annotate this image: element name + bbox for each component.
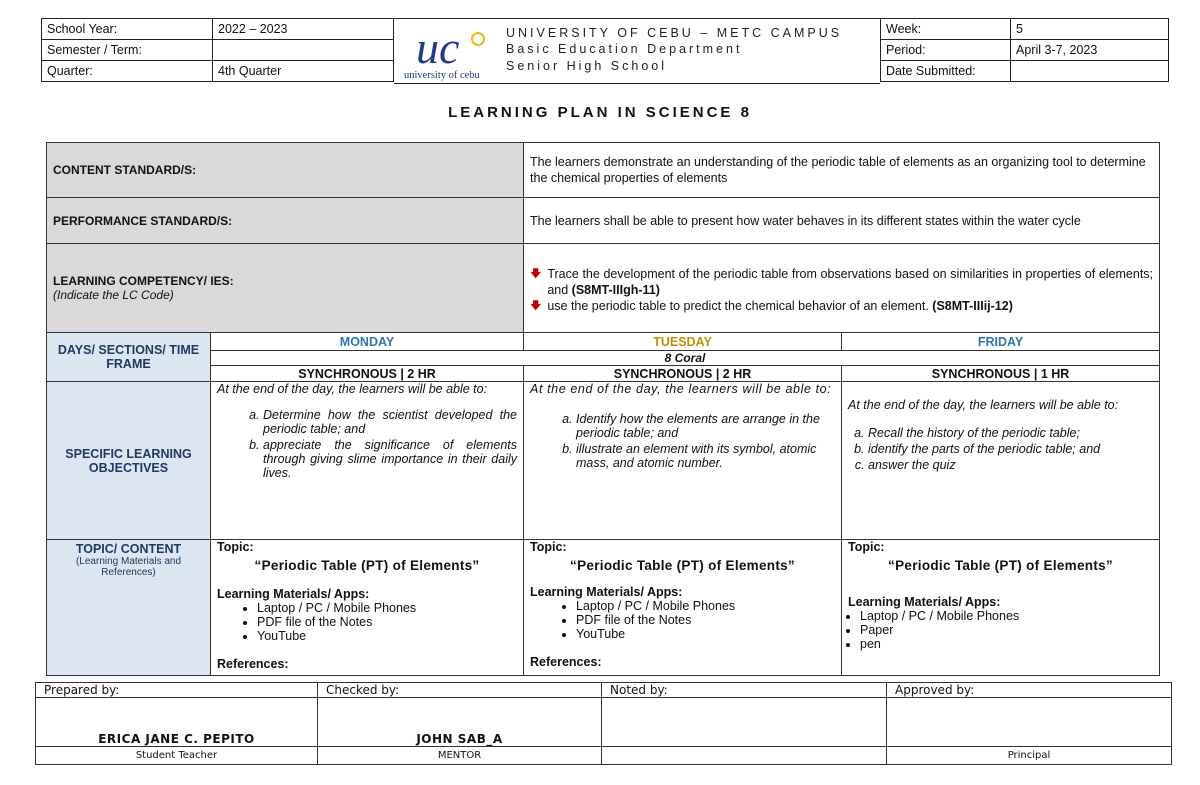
competency-text: use the periodic table to predict the chemical behavior of an element. (547, 299, 929, 313)
content-standard-value: The learners demonstrate an understanding of the periodic table of elements as an organizing tool to determine the chemical properties of elements (524, 143, 1160, 198)
material-item: • PDF file of the Notes (576, 613, 835, 627)
sync-tuesday: SYNCHRONOUS | 2 HR (524, 366, 842, 382)
school-year-value: 2022 – 2023 (213, 19, 394, 40)
arrow-down-icon: 🡇 (530, 300, 542, 312)
material-item: • Laptop / PC / Mobile Phones (257, 601, 517, 615)
prepared-by-label: Prepared by: (36, 683, 318, 698)
signature-table (35, 682, 1172, 765)
references-label: References: (530, 655, 602, 669)
objective-item: c. answer the quiz (868, 458, 1153, 472)
materials-label: Learning Materials/ Apps: (848, 595, 1001, 609)
university-name: UNIVERSITY OF CEBU – METC CAMPUS (506, 26, 843, 40)
objectives-intro: At the end of the day, the learners will be able to: (848, 398, 1119, 412)
topic-label: TOPIC/ CONTENT (75, 542, 182, 556)
date-submitted-label: Date Submitted: (881, 61, 1011, 82)
week-label: Week: (881, 19, 1011, 40)
prepared-by-role: Student Teacher (36, 747, 318, 765)
noted-by-role (602, 747, 887, 765)
competency-list (524, 244, 1160, 333)
time-frame-label: DAYS/ SECTIONS/ TIME FRAME (47, 333, 211, 382)
content-standard-label: CONTENT STANDARD/S: (47, 143, 524, 198)
material-item: • YouTube (257, 629, 517, 643)
objectives-intro: At the end of the day, the learners will be able to: (530, 382, 832, 396)
topic-tuesday (524, 540, 842, 676)
noted-by-name (602, 698, 887, 747)
performance-standard-value: The learners shall be able to present how water behaves in its different states within the water cycle (524, 198, 1160, 244)
sync-friday: SYNCHRONOUS | 1 HR (842, 366, 1160, 382)
objective-item: b. illustrate an element with its symbol, atomic mass, and atomic number. (576, 442, 835, 470)
materials-label: Learning Materials/ Apps: (217, 587, 370, 601)
topic-word: Topic: (217, 540, 254, 554)
topic-word: Topic: (848, 540, 885, 554)
day-tuesday: TUESDAY (524, 333, 842, 351)
checked-by-label: Checked by: (318, 683, 602, 698)
arrow-down-icon: 🡇 (530, 268, 542, 280)
material-item: • PDF file of the Notes (257, 615, 517, 629)
approved-by-label: Approved by: (887, 683, 1172, 698)
objectives-label: SPECIFIC LEARNING OBJECTIVES (47, 382, 211, 540)
objectives-intro: At the end of the day, the learners will be able to: (217, 382, 488, 396)
objective-item: b. appreciate the significance of elements through giving slime importance in their daily lives. (263, 438, 517, 480)
topic-title: “Periodic Table (PT) of Elements” (888, 558, 1113, 573)
topic-label-cell (47, 540, 211, 676)
quarter-label: Quarter: (42, 61, 213, 82)
school-year-label: School Year: (42, 19, 213, 40)
material-item: • Laptop / PC / Mobile Phones (576, 599, 835, 613)
competency-item (530, 266, 1153, 298)
topic-monday (211, 540, 524, 676)
topic-friday (842, 540, 1160, 676)
topic-sublabel: (Learning Materials and References) (75, 556, 182, 578)
learning-competency-note: (Indicate the LC Code) (53, 288, 174, 302)
objectives-monday (211, 382, 524, 540)
header-info-right (880, 18, 1169, 82)
period-label: Period: (881, 40, 1011, 61)
materials-label: Learning Materials/ Apps: (530, 585, 683, 599)
competency-code: (S8MT-IIIgh-11) (571, 283, 660, 297)
objective-item: a. Identify how the elements are arrange in the periodic table; and (576, 412, 835, 440)
sync-monday: SYNCHRONOUS | 2 HR (211, 366, 524, 382)
objectives-tuesday (524, 382, 842, 540)
checked-by-name: JOHN SAB_A (318, 698, 602, 747)
references-label: References: (217, 657, 289, 671)
approved-by-role: Principal (887, 747, 1172, 765)
school-name: Senior High School (506, 59, 668, 73)
quarter-value: 4th Quarter (213, 61, 394, 82)
week-value: 5 (1011, 19, 1169, 40)
date-submitted-value (1011, 61, 1169, 82)
checked-by-role: MENTOR (318, 747, 602, 765)
period-value: April 3-7, 2023 (1011, 40, 1169, 61)
objective-item: a. Determine how the scientist developed the periodic table; and (263, 408, 517, 436)
university-logo (402, 23, 494, 81)
logo-caption: university of cebu (404, 70, 480, 81)
objective-item: a. Recall the history of the periodic table; (868, 426, 1153, 440)
competency-text: Trace the development of the periodic table from observations based on similarities in properties of elements; and (547, 267, 1154, 297)
learning-plan-table (46, 142, 1160, 676)
semester-label: Semester / Term: (42, 40, 213, 61)
topic-title: “Periodic Table (PT) of Elements” (254, 558, 480, 573)
competency-item (530, 298, 1153, 314)
department-name: Basic Education Department (506, 42, 743, 56)
page-title: LEARNING PLAN IN SCIENCE 8 (448, 104, 752, 121)
material-item: • pen (860, 637, 1153, 651)
material-item: • Paper (860, 623, 1153, 637)
logo-letters: uc (416, 23, 460, 73)
competency-code: (S8MT-IIIij-12) (932, 299, 1013, 313)
university-header (394, 18, 880, 84)
day-friday: FRIDAY (842, 333, 1160, 351)
material-item: • YouTube (576, 627, 835, 641)
noted-by-label: Noted by: (602, 683, 887, 698)
header-info-left (41, 18, 394, 82)
learning-competency-cell (47, 244, 524, 333)
approved-by-name (887, 698, 1172, 747)
semester-value (213, 40, 394, 61)
performance-standard-label: PERFORMANCE STANDARD/S: (47, 198, 524, 244)
material-item: • Laptop / PC / Mobile Phones (860, 609, 1153, 623)
objectives-friday (842, 382, 1160, 540)
day-monday: MONDAY (211, 333, 524, 351)
objective-item: b. identify the parts of the periodic table; and (868, 442, 1153, 456)
prepared-by-name: ERICA JANE C. PEPITO (36, 698, 318, 747)
topic-word: Topic: (530, 540, 567, 554)
section-name: 8 Coral (211, 351, 1160, 366)
topic-title: “Periodic Table (PT) of Elements” (570, 558, 795, 573)
learning-competency-label: LEARNING COMPETENCY/ IES: (53, 274, 234, 288)
